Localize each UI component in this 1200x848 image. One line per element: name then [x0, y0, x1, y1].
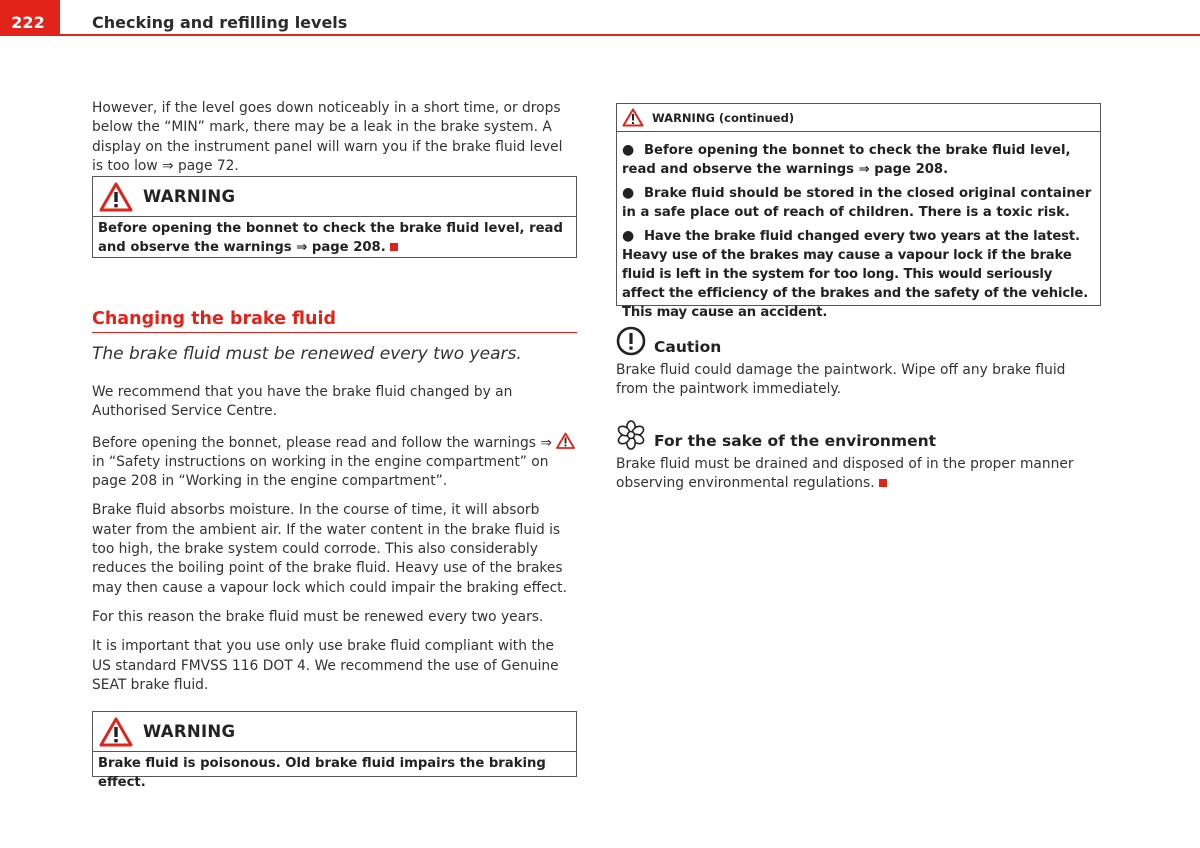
warning-label: WARNING: [143, 187, 236, 206]
environment-flower-icon: [616, 420, 646, 450]
warning-continued-label: WARNING (continued): [652, 110, 795, 125]
warning-header: [93, 712, 576, 752]
intro-paragraph: However, if the level goes down noticeably in a short time, or drops below the “MIN” mark, there may be a leak in the brake system. A display on the instrument panel will warn you if the brake fluid level is too low ⇒ page 72.: [92, 100, 563, 174]
bullet-text: Before opening the bonnet to check the brake fluid level, read and observe the warnings ⇒ page 208.: [622, 143, 1071, 177]
bullet-text: Have the brake fluid changed every two years at the latest. Heavy use of the brakes may cause a vapour lock if the brake fluid is left in the system for too long. This would seriously affect the efficiency of the brakes and the safety of the vehicle. This may cause an accident.: [622, 229, 1089, 320]
caution-exclamation-icon: [616, 326, 646, 356]
paragraph-bonnet-end: in “Safety instructions on working in the engine compartment” on page 208 in “Working in the engine compartment”.: [92, 453, 549, 490]
warning-header: [93, 177, 576, 217]
environment-title-row: [616, 420, 1101, 450]
section-lead: The brake fluid must be renewed every two years.: [92, 344, 522, 364]
page-header-title: Checking and refilling levels: [92, 13, 348, 32]
warning-triangle-icon: [99, 182, 133, 212]
warning-triangle-icon: [622, 108, 644, 127]
warning-continued-header: [617, 104, 1100, 132]
paragraph-authorised: We recommend that you have the brake fluid changed by an Authorised Service Centre.: [92, 384, 513, 420]
bullet-icon: ●: [622, 185, 635, 201]
warning-2-text: Brake fluid is poisonous. Old brake fluid impairs the braking effect.: [98, 756, 546, 790]
page-number: 222: [11, 13, 45, 32]
caution-note: [616, 326, 1101, 400]
header-rule: [60, 34, 1200, 36]
bullet-icon: ●: [622, 228, 635, 244]
section-body: [92, 383, 577, 695]
paragraph-bonnet: [92, 432, 577, 492]
warning-bullet-list: [617, 132, 1100, 322]
paragraph-dot4: It is important that you use only use brake fluid compliant with the US standard FMVSS 116 DOT 4. We recommend the use of Genuine SEAT brake fluid.: [92, 638, 559, 693]
caution-text: Brake fluid could damage the paintwork. Wipe off any brake fluid from the paintwork immediately.: [616, 362, 1066, 398]
warning-1-text: Before opening the bonnet to check the brake fluid level, read and observe the warnings ⇒ page 208.: [98, 221, 563, 255]
warning-box-1: [92, 176, 577, 258]
warning-label: WARNING: [143, 722, 236, 741]
warning-triangle-inline-icon: [556, 432, 575, 449]
warning-continued-box: [616, 103, 1101, 320]
end-marker-icon: [879, 479, 887, 487]
environment-title: For the sake of the environment: [654, 432, 937, 450]
list-item: [622, 141, 1095, 179]
paragraph-moisture: Brake fluid absorbs moisture. In the course of time, it will absorb water from the ambient air. If the water content in the brake fluid is too high, the brake system could corrode. This also considerably reduces the boiling point of the brake fluid. Heavy use of the brakes may then cause a vapour lock which could impair the braking effect.: [92, 502, 567, 596]
warning-triangle-icon: [99, 717, 133, 747]
list-item: [622, 184, 1095, 222]
caution-title-row: [616, 326, 1101, 356]
end-marker-icon: [390, 243, 398, 251]
paragraph-renewal: For this reason the brake fluid must be renewed every two years.: [92, 608, 544, 625]
intro-block: [92, 99, 577, 176]
warning-box-2: [92, 711, 577, 790]
environment-text: [616, 455, 1101, 494]
bullet-text: Brake fluid should be stored in the closed original container in a safe place out of reach of children. There is a toxic risk.: [622, 186, 1092, 220]
environment-note: [616, 420, 1101, 494]
bullet-icon: ●: [622, 142, 635, 158]
environment-text-content: Brake fluid must be drained and disposed of in the proper manner observing environmental regulations.: [616, 456, 1074, 492]
caution-title: Caution: [654, 338, 722, 356]
paragraph-bonnet-start: Before opening the bonnet, please read and follow the warnings ⇒: [92, 434, 552, 451]
warning-text: [93, 217, 576, 260]
section-heading: Changing the brake fluid: [92, 309, 577, 333]
list-item: [622, 227, 1095, 322]
